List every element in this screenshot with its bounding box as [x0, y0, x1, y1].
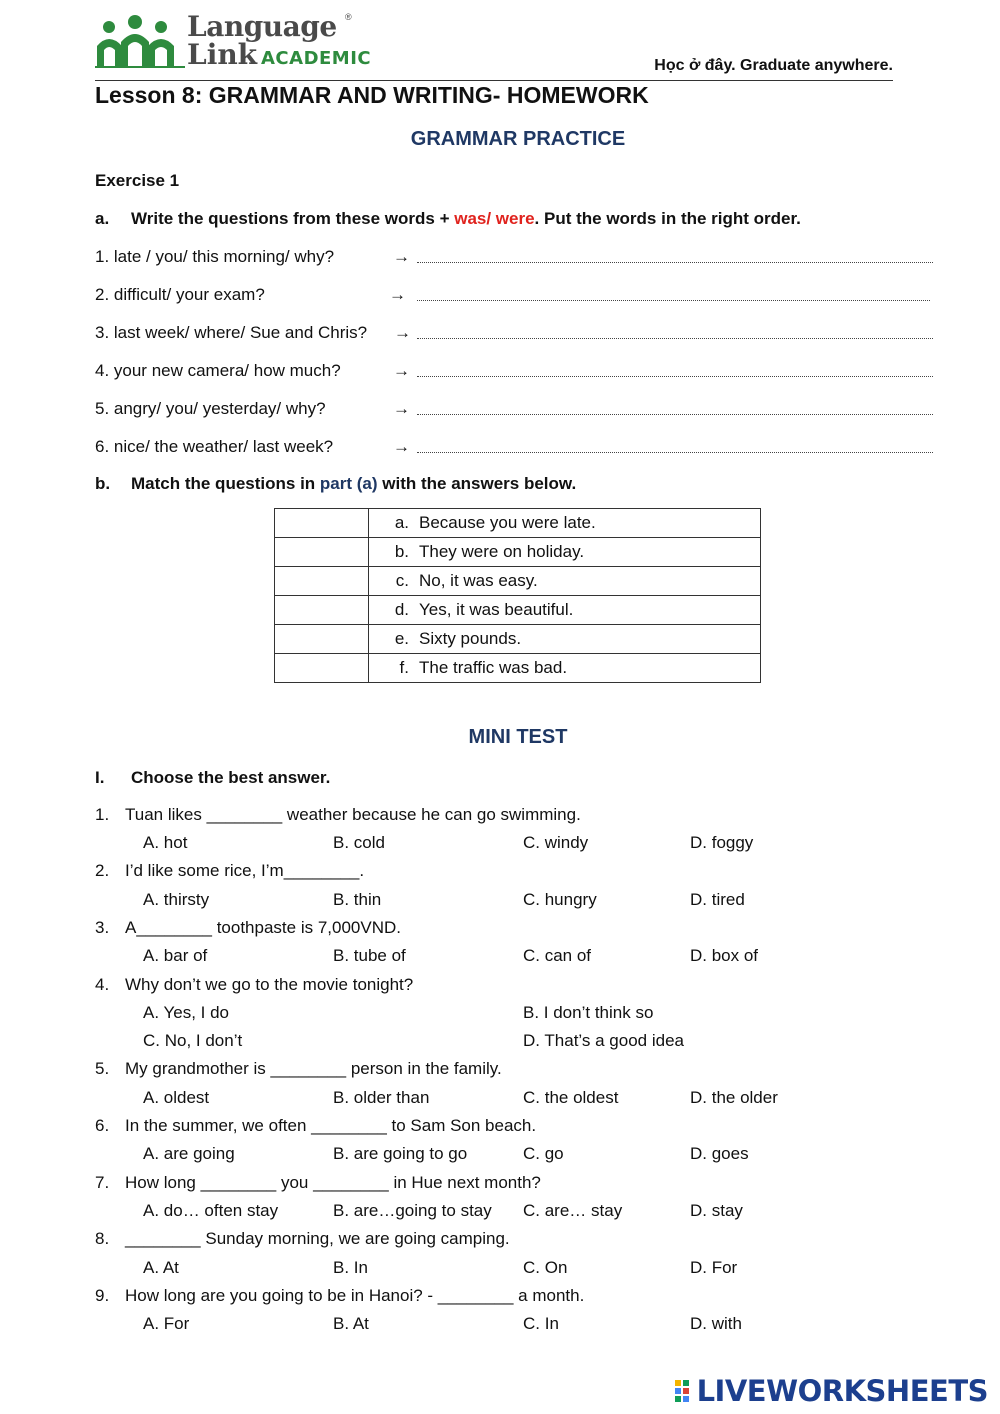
question-5	[95, 1059, 502, 1079]
option-b[interactable]: B. At	[333, 1314, 369, 1333]
question-7	[95, 1173, 541, 1193]
part-a-instruction	[95, 209, 801, 229]
option-c[interactable]: C. No, I don’t	[143, 1031, 243, 1050]
option-b[interactable]: B. older than	[333, 1088, 430, 1107]
option-c[interactable]: C. can of	[523, 946, 592, 965]
option-d[interactable]: D. foggy	[690, 833, 754, 852]
question-8	[95, 1229, 510, 1249]
answer-text: The traffic was bad.	[419, 658, 568, 677]
question-number: 7.	[95, 1173, 110, 1192]
answer-line-6[interactable]	[417, 452, 933, 453]
question-4	[95, 975, 413, 995]
option-c[interactable]: C. windy	[523, 833, 589, 852]
answer-cell	[369, 625, 761, 654]
logo-word-language: Language	[187, 10, 337, 43]
table-row	[275, 567, 761, 596]
option-d[interactable]: D. tired	[690, 890, 745, 909]
answer-text: No, it was easy.	[419, 571, 538, 590]
match-input-cell[interactable]	[275, 596, 369, 625]
question-2	[95, 861, 364, 881]
sentence-item-4: 4. your new camera/ how much?	[95, 361, 341, 380]
answer-line-2[interactable]	[417, 300, 930, 301]
arrow-icon: →	[394, 323, 411, 342]
tagline: Học ở đây. Graduate anywhere.	[654, 57, 893, 74]
match-input-cell[interactable]	[275, 509, 369, 538]
answer-letter: b.	[394, 542, 409, 561]
people-logo-icon	[95, 10, 187, 68]
question-text: I’d like some rice, I’m________.	[125, 861, 365, 880]
option-c[interactable]: C. the oldest	[523, 1088, 619, 1107]
option-c[interactable]: C. hungry	[523, 890, 597, 909]
exercise-label: Exercise 1	[95, 171, 180, 190]
lesson-title: Lesson 8: GRAMMAR AND WRITING- HOMEWORK	[95, 82, 649, 108]
table-row	[275, 654, 761, 683]
sentence-item-5: 5. angry/ you/ yesterday/ why?	[95, 399, 326, 418]
part-b-text-post: with the answers below.	[377, 474, 577, 493]
option-a[interactable]: A. hot	[143, 833, 188, 852]
answer-letter: a.	[394, 513, 409, 532]
answer-letter: d.	[394, 600, 409, 619]
question-number: 4.	[95, 975, 110, 994]
match-input-cell[interactable]	[275, 654, 369, 683]
part-b-letter: b.	[95, 474, 111, 493]
question-text: Tuan likes ________ weather because he can go swimming.	[125, 805, 581, 824]
arrow-icon: →	[393, 247, 410, 266]
answer-letter: e.	[394, 629, 409, 648]
question-text: A________ toothpaste is 7,000VND.	[125, 918, 401, 937]
arrow-icon: →	[393, 361, 410, 380]
answer-cell	[369, 654, 761, 683]
option-c[interactable]: C. go	[523, 1144, 564, 1163]
arrow-icon: →	[393, 437, 410, 456]
logo-word-academic: ACADEMIC	[261, 48, 372, 69]
option-a[interactable]: A. oldest	[143, 1088, 210, 1107]
option-a[interactable]: A. For	[143, 1314, 190, 1333]
answer-text: Because you were late.	[419, 513, 596, 532]
sentence-item-2: 2. difficult/ your exam?	[95, 285, 265, 304]
option-d[interactable]: D. For	[690, 1258, 738, 1277]
question-number: 6.	[95, 1116, 110, 1135]
option-c[interactable]: C. In	[523, 1314, 559, 1333]
answer-line-5[interactable]	[417, 414, 933, 415]
option-a[interactable]: A. are going	[143, 1144, 235, 1163]
part-a-text-pre: Write the questions from these words +	[131, 209, 455, 228]
option-d[interactable]: D. goes	[690, 1144, 749, 1163]
part-b-text-pre: Match the questions in	[131, 474, 320, 493]
answer-cell	[369, 596, 761, 625]
grammar-practice-title: GRAMMAR PRACTICE	[410, 128, 626, 150]
liveworksheets-brand[interactable]	[675, 1374, 988, 1406]
option-c[interactable]: C. On	[523, 1258, 568, 1277]
option-a[interactable]: A. do… often stay	[143, 1201, 279, 1220]
part-b-instruction	[95, 474, 576, 494]
table-row	[275, 509, 761, 538]
arrow-icon: →	[389, 285, 406, 304]
option-b[interactable]: B. are…going to stay	[333, 1201, 492, 1220]
match-input-cell[interactable]	[275, 567, 369, 596]
section-title: Choose the best answer.	[131, 768, 331, 787]
option-b[interactable]: B. are going to go	[333, 1144, 468, 1163]
part-a-text-post: . Put the words in the right order.	[534, 209, 801, 228]
answer-line-3[interactable]	[417, 338, 933, 339]
answer-text: Sixty pounds.	[419, 629, 522, 648]
match-input-cell[interactable]	[275, 625, 369, 654]
option-d[interactable]: D. box of	[690, 946, 759, 965]
option-b[interactable]: B. thin	[333, 890, 382, 909]
question-3	[95, 918, 401, 938]
question-text: How long are you going to be in Hanoi? - ________ a month.	[125, 1286, 585, 1305]
option-a[interactable]: A. Yes, I do	[143, 1003, 230, 1022]
answer-line-4[interactable]	[417, 376, 933, 377]
answer-text: They were on holiday.	[419, 542, 585, 561]
question-number: 8.	[95, 1229, 110, 1248]
option-d[interactable]: D. the older	[690, 1088, 778, 1107]
table-row	[275, 538, 761, 567]
answer-letter: f.	[399, 658, 409, 677]
answer-cell	[369, 567, 761, 596]
logo-registered-mark: ®	[345, 12, 352, 22]
header-divider	[95, 80, 893, 81]
option-a[interactable]: A. bar of	[143, 946, 208, 965]
question-text: In the summer, we often ________ to Sam Son beach.	[125, 1116, 537, 1135]
question-number: 5.	[95, 1059, 110, 1078]
answer-cell	[369, 538, 761, 567]
question-number: 2.	[95, 861, 110, 880]
match-input-cell[interactable]	[275, 538, 369, 567]
question-number: 1.	[95, 805, 110, 824]
mini-test-instruction	[95, 768, 330, 788]
sentence-item-1: 1. late / you/ this morning/ why?	[95, 247, 335, 266]
question-text: Why don’t we go to the movie tonight?	[125, 975, 414, 994]
option-b[interactable]: B. cold	[333, 833, 385, 852]
question-text: How long ________ you ________ in Hue next month?	[125, 1173, 541, 1192]
question-6	[95, 1116, 536, 1136]
liveworksheets-wordmark: LIVEWORKSHEETS	[696, 1374, 988, 1408]
option-d[interactable]: D. That’s a good idea	[523, 1031, 684, 1050]
table-row	[275, 625, 761, 654]
language-link-logo	[95, 10, 372, 71]
part-b-highlight: part (a)	[319, 474, 378, 493]
option-b[interactable]: B. In	[333, 1258, 368, 1277]
question-9	[95, 1286, 584, 1306]
sentence-item-6: 6. nice/ the weather/ last week?	[95, 437, 334, 456]
option-d[interactable]: D. with	[690, 1314, 742, 1333]
answer-text: Yes, it was beautiful.	[419, 600, 574, 619]
answer-cell	[369, 509, 761, 538]
section-number: I.	[95, 768, 105, 787]
option-a[interactable]: A. thirsty	[143, 890, 210, 909]
option-b[interactable]: B. tube of	[333, 946, 406, 965]
part-a-letter: a.	[95, 209, 110, 228]
part-a-highlight: was/ were	[454, 209, 535, 228]
table-row	[275, 596, 761, 625]
liveworksheets-logo-icon	[675, 1378, 697, 1404]
question-number: 3.	[95, 918, 110, 937]
mini-test-title: MINI TEST	[468, 726, 568, 748]
answer-letter: c.	[395, 571, 409, 590]
option-b[interactable]: B. I don’t think so	[523, 1003, 654, 1022]
question-text: My grandmother is ________ person in the family.	[125, 1059, 502, 1078]
option-a[interactable]: A. At	[143, 1258, 179, 1277]
arrow-icon: →	[393, 399, 410, 418]
question-1	[95, 805, 581, 825]
question-number: 9.	[95, 1286, 110, 1305]
option-c[interactable]: C. are… stay	[523, 1201, 623, 1220]
question-text: ________ Sunday morning, we are going camping.	[125, 1229, 510, 1248]
logo-word-link: Link	[187, 38, 258, 71]
matching-table	[274, 508, 761, 683]
answer-line-1[interactable]	[417, 262, 933, 263]
option-d[interactable]: D. stay	[690, 1201, 743, 1220]
sentence-item-3: 3. last week/ where/ Sue and Chris?	[95, 323, 368, 342]
